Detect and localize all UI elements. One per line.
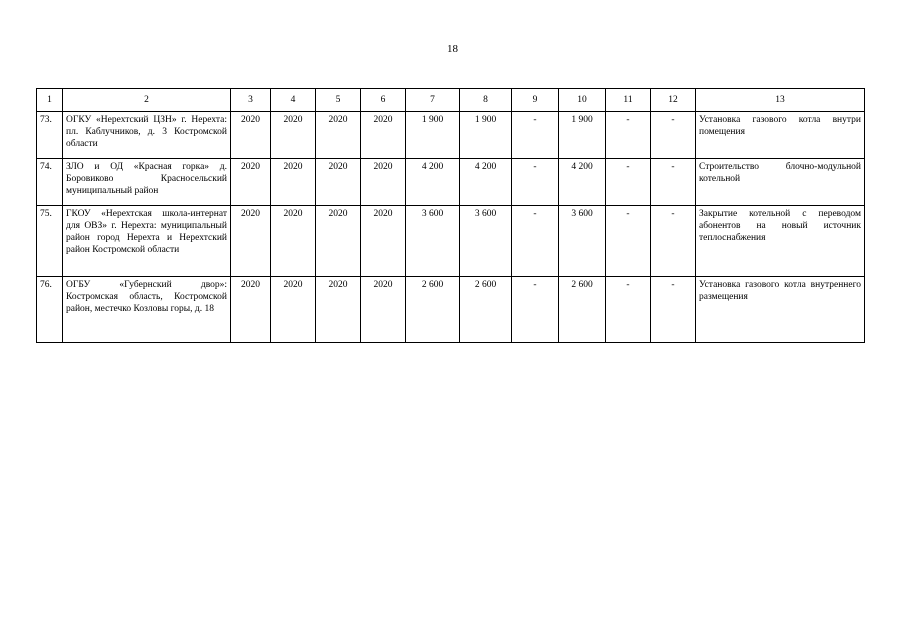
header-cell: 1: [37, 89, 63, 112]
row-number: 76.: [37, 277, 63, 343]
header-cell: 8: [460, 89, 512, 112]
cell-col11: -: [606, 277, 651, 343]
cell-col8: 4 200: [460, 159, 512, 206]
table-row: [37, 206, 865, 277]
cell-col10: 4 200: [559, 159, 606, 206]
cell-col12: -: [651, 159, 696, 206]
cell-col6: 2020: [361, 112, 406, 159]
cell-col5: 2020: [316, 112, 361, 159]
header-cell: 2: [63, 89, 231, 112]
header-cell: 7: [406, 89, 460, 112]
cell-col3: 2020: [231, 112, 271, 159]
organization-name: ЗЛО и ОД «Красная горка» д. Боровиково Красносельский муниципальный район: [63, 159, 231, 206]
cell-col11: -: [606, 159, 651, 206]
cell-col10: 2 600: [559, 277, 606, 343]
header-cell: 13: [696, 89, 865, 112]
cell-col4: 2020: [271, 206, 316, 277]
row-number: 73.: [37, 112, 63, 159]
header-cell: 11: [606, 89, 651, 112]
measure-description: Установка газового котла внутри помещения: [696, 112, 865, 159]
cell-col3: 2020: [231, 159, 271, 206]
cell-col5: 2020: [316, 159, 361, 206]
table-row: [37, 159, 865, 206]
cell-col4: 2020: [271, 159, 316, 206]
header-cell: 10: [559, 89, 606, 112]
cell-col12: -: [651, 112, 696, 159]
cell-col10: 3 600: [559, 206, 606, 277]
measure-description: Закрытие котельной с переводом абонентов на новый источник теплоснабжения: [696, 206, 865, 277]
cell-col4: 2020: [271, 112, 316, 159]
row-number: 74.: [37, 159, 63, 206]
measure-description: Установка газового котла внутреннего размещения: [696, 277, 865, 343]
cell-col4: 2020: [271, 277, 316, 343]
cell-col7: 1 900: [406, 112, 460, 159]
cell-col8: 1 900: [460, 112, 512, 159]
header-cell: 12: [651, 89, 696, 112]
header-cell: 4: [271, 89, 316, 112]
cell-col8: 2 600: [460, 277, 512, 343]
row-number: 75.: [37, 206, 63, 277]
cell-col10: 1 900: [559, 112, 606, 159]
cell-col3: 2020: [231, 277, 271, 343]
header-cell: 9: [512, 89, 559, 112]
cell-col9: -: [512, 277, 559, 343]
objects-table: [36, 88, 865, 343]
table-header-row: [37, 89, 865, 112]
header-cell: 5: [316, 89, 361, 112]
cell-col8: 3 600: [460, 206, 512, 277]
table-row: [37, 277, 865, 343]
cell-col6: 2020: [361, 277, 406, 343]
cell-col7: 4 200: [406, 159, 460, 206]
header-cell: 6: [361, 89, 406, 112]
cell-col5: 2020: [316, 277, 361, 343]
cell-col6: 2020: [361, 159, 406, 206]
cell-col5: 2020: [316, 206, 361, 277]
cell-col9: -: [512, 206, 559, 277]
cell-col7: 2 600: [406, 277, 460, 343]
organization-name: ГКОУ «Нерехтская школа-интернат для ОВЗ» г. Нерехта: муниципальный район город Нерехта и Нерехтский район Костромской области: [63, 206, 231, 277]
page-number: 18: [447, 43, 458, 55]
cell-col6: 2020: [361, 206, 406, 277]
table-row: [37, 112, 865, 159]
header-cell: 3: [231, 89, 271, 112]
cell-col12: -: [651, 277, 696, 343]
measure-description: Строительство блочно-модульной котельной: [696, 159, 865, 206]
cell-col9: -: [512, 159, 559, 206]
cell-col11: -: [606, 112, 651, 159]
cell-col7: 3 600: [406, 206, 460, 277]
organization-name: ОГКУ «Нерехтский ЦЗН» г. Нерехта: пл. Каблучников, д. 3 Костромской области: [63, 112, 231, 159]
cell-col3: 2020: [231, 206, 271, 277]
organization-name: ОГБУ «Губернский двор»: Костромская область, Костромской район, местечко Козловы горы, д. 18: [63, 277, 231, 343]
cell-col12: -: [651, 206, 696, 277]
cell-col11: -: [606, 206, 651, 277]
cell-col9: -: [512, 112, 559, 159]
